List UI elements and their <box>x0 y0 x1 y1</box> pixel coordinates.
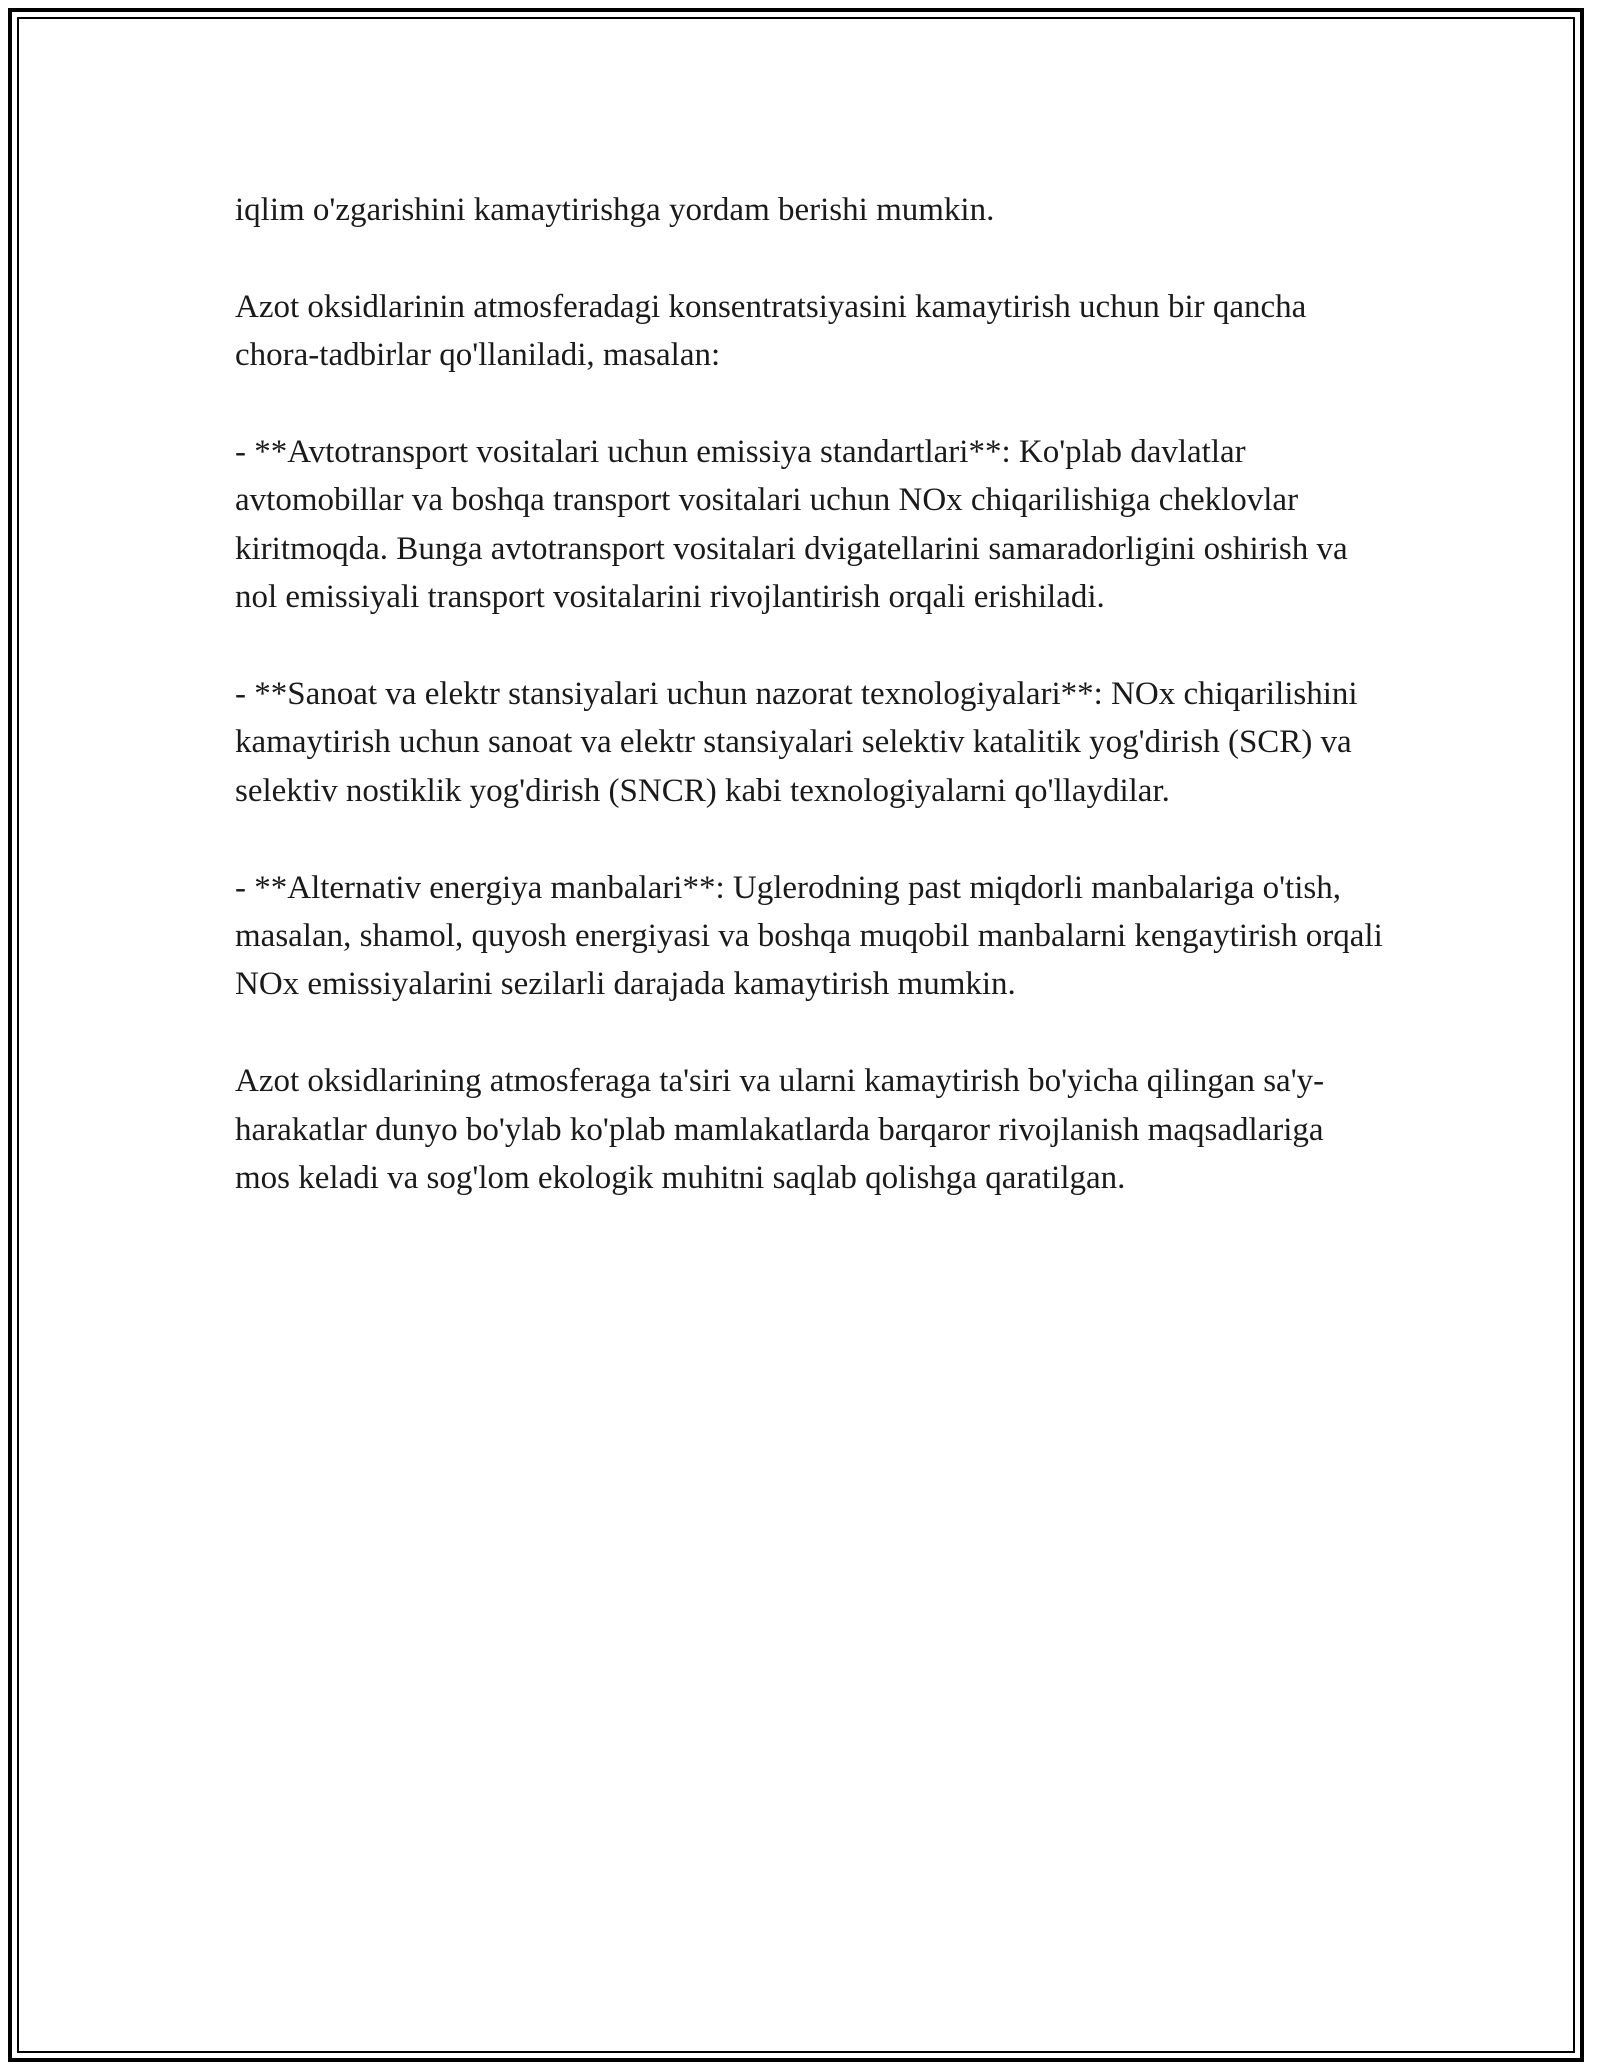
paragraph-vehicle-standards: - **Avtotransport vositalari uchun emissiya standartlari**: Ko'plab davlatlar avtomobillar va boshqa transport vositalari uchun NOx chiqarilishiga cheklovlar kiritmoqda. Bunga avtotransport vositalari dvigatellarini samaradorligini oshirish va nol emissiyali transport vositalarini rivojlantirish orqali erishiladi. <box>235 434 1348 616</box>
paragraph-industrial-controls: - **Sanoat va elektr stansiyalari uchun nazorat texnologiyalari**: NOx chiqarilishini kamaytirish uchun sanoat va elektr stansiyalari selektiv katalitik yog'dirish (SCR) va selektiv nostiklik yog'dirish (SNCR) kabi texnologiyalarni qo'llaydilar. <box>235 676 1358 809</box>
paragraph-conclusion: Azot oksidlarining atmosferaga ta'siri va ularni kamaytirish bo'yicha qilingan sa'y-harakatlar dunyo bo'ylab ko'plab mamlakatlarda barqaror rivojlanish maqsadlariga mos keladi va sog'lom ekologik muhitni saqlab qolishga qaratilgan. <box>235 1063 1325 1197</box>
paragraph-measures-intro: Azot oksidlarinin atmosferadagi konsentratsiyasini kamaytirish uchun bir qancha chora-tadbirlar qo'llaniladi, masalan: <box>235 288 1307 374</box>
document-body <box>235 186 1385 1202</box>
paragraph-climate-intro: iqlim o'zgarishini kamaytirishga yordam berishi mumkin. <box>235 192 995 228</box>
paragraph-alternative-energy: - **Alternativ energiya manbalari**: Uglerodning past miqdorli manbalariga o'tish, masalan, shamol, quyosh energiyasi va boshqa muqobil manbalarni kengaytirish orqali NOx emissiyalarini sezilarli darajada kamaytirish mumkin. <box>235 869 1383 1003</box>
